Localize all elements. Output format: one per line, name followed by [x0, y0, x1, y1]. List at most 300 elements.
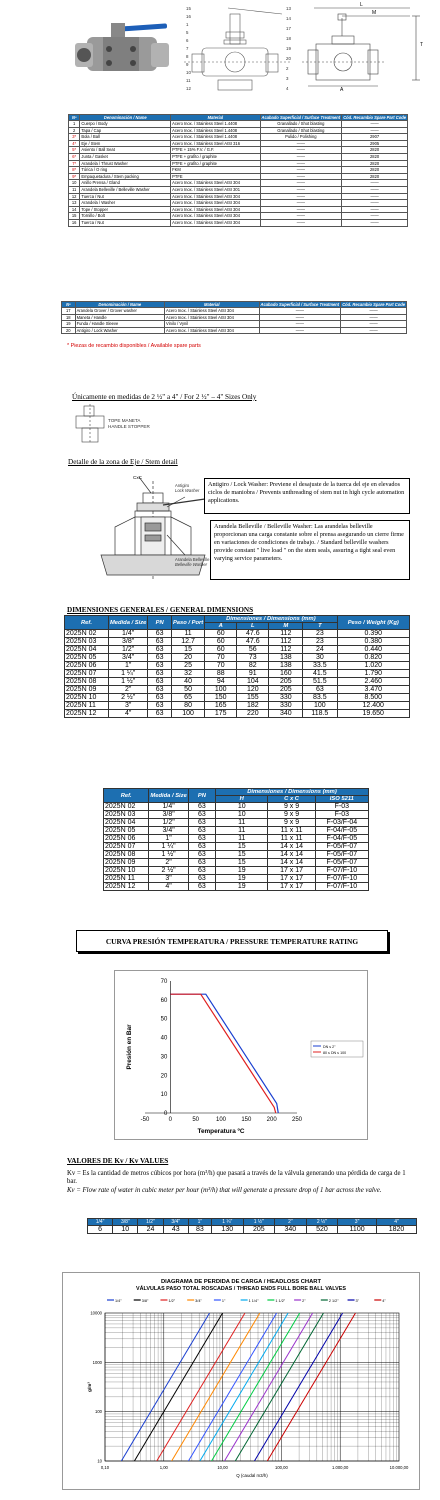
x-tick-label: 50	[192, 1117, 200, 1123]
dims-cell: 41.5	[303, 670, 337, 678]
part-number-cell: 20	[62, 327, 76, 334]
part-code-cell: 2820	[342, 153, 408, 160]
dims-cell: 2025N 09	[65, 686, 109, 694]
legend-label: 2 1/2"	[328, 1299, 339, 1303]
iso-cell: 63	[188, 851, 215, 859]
kv-description-es: Kv = Es la cantidad de metros cúbicos por hora (m³/h) que pasará a través de la válvula generando una pérdida de carga de 1 bar.	[67, 1170, 406, 1186]
y-tick-label: 100	[95, 1409, 102, 1415]
dims-cell: 182	[237, 702, 269, 710]
dims-cell: 12.400	[337, 702, 410, 710]
dims-cell: 138	[269, 662, 303, 670]
x-tick-label: 150	[241, 1117, 252, 1123]
dims-header-port: Paso / Port	[171, 616, 204, 630]
part-number-cell: 6*	[69, 153, 80, 160]
x-tick-label: 200	[266, 1117, 277, 1123]
x-tick-label: 100	[215, 1117, 227, 1123]
y-tick-label: 10000	[90, 1310, 102, 1316]
dims-cell: 1"	[108, 662, 147, 670]
part-code-cell: ——	[342, 186, 408, 193]
parts-header-cell: Material	[171, 115, 260, 121]
dims-cell: 47.6	[237, 630, 269, 638]
iso-cell: 11 x 11	[268, 835, 315, 843]
dims-cell: 63	[303, 686, 337, 694]
dims-cell: 1/4"	[108, 630, 147, 638]
kv-description-en: Kv = Flow rate of water in cubic meter per hour (m³/h) that will generate a pressure drop of 1 bar across the valve.	[67, 1186, 382, 1194]
iso-cell: 63	[188, 811, 215, 819]
exploded-view-drawing	[178, 2, 298, 94]
dims-cell: 63	[148, 694, 172, 702]
kv-value-cell: 1100	[338, 1226, 377, 1234]
kv-size-cell: 1 ½"	[243, 1219, 275, 1226]
dims-cell: 138	[269, 654, 303, 662]
part-name-cell: Tórica / O ring	[80, 167, 171, 174]
part-name-cell: Tope / Stopper	[80, 206, 171, 213]
exploded-part-number: 16	[186, 14, 191, 19]
dims-header-weight: Peso / Weight (Kg)	[337, 616, 410, 630]
dims-cell: 88	[205, 670, 237, 678]
iso-subheader-h: H	[215, 796, 267, 803]
stem-lock-label-en: Lock Washer	[175, 488, 200, 493]
exploded-part-number: 13	[286, 6, 291, 11]
part-code-cell: ——	[342, 213, 408, 220]
exploded-part-number: 8	[186, 54, 189, 59]
table-row	[62, 321, 407, 328]
part-material-cell: Acero Inox. / Stainless Steel AISI 304	[171, 180, 260, 187]
part-code-cell: 2820	[342, 167, 408, 174]
table-row	[65, 702, 410, 710]
dims-cell: 60	[205, 630, 237, 638]
kv-value-cell: 205	[243, 1226, 275, 1234]
headloss-chart-frame	[62, 1272, 420, 1490]
table-row	[69, 200, 408, 207]
part-material-cell: Acero Inox. / Stainless Steel 1.4408	[171, 127, 260, 134]
part-material-cell: Acero Inox. / Stainless Steel AISI 304	[171, 219, 260, 226]
dims-cell: 63	[148, 670, 172, 678]
table-row	[65, 686, 410, 694]
iso-cell: 19	[215, 867, 267, 875]
part-number-cell: 13	[69, 200, 80, 207]
dims-cell: 11	[171, 630, 204, 638]
iso-header-row	[104, 789, 369, 796]
pt-rating-title: CURVA PRESIÓN TEMPERATURA / PRESSURE TEMPERATURE RATING	[105, 936, 359, 946]
iso-cell: 15	[215, 843, 267, 851]
kv-value-cell: 83	[188, 1226, 211, 1234]
y-tick-label: 70	[160, 979, 168, 985]
iso-cell: 63	[188, 859, 215, 867]
kv-size-row	[88, 1219, 417, 1226]
y-tick-label: 40	[160, 1035, 168, 1042]
stem-belleville-label-es: Arandela Belleville	[175, 557, 210, 562]
part-finish-cell: ——	[260, 147, 342, 154]
iso-cell: F-07/F-10	[315, 883, 368, 891]
iso-cell: 11	[215, 819, 267, 827]
lock-washer-note	[204, 478, 410, 514]
legend-label: 1/4"	[115, 1299, 122, 1303]
table-row	[65, 654, 410, 662]
exploded-part-number: 18	[286, 36, 291, 41]
part-number-cell: 18	[62, 314, 76, 321]
parts-header-cell: Denominación / Name	[75, 302, 164, 308]
dims-cell: 2025N 05	[65, 654, 109, 662]
x-tick-label: 0,10	[100, 1465, 110, 1470]
dims-cell: 33.5	[303, 662, 337, 670]
part-name-cell: Tuerca / Nut	[80, 193, 171, 200]
dims-cell: 50	[171, 686, 204, 694]
exploded-part-number: 20	[286, 56, 291, 61]
kv-value-cell: 43	[163, 1226, 188, 1234]
part-material-cell: Acero Inox. / Stainless Steel AISI 304	[165, 308, 259, 315]
parts-header-cell: Acabado Superficial / Surface Treatment	[261, 115, 341, 120]
dims-cell: 8.500	[337, 694, 410, 702]
iso-header-dimensions: Dimensiones / Dimensions (mm)	[215, 789, 368, 796]
part-code-cell: ——	[341, 321, 407, 328]
iso-cell: 9 x 9	[268, 811, 315, 819]
part-number-cell: 9*	[69, 173, 80, 180]
legend-label: 3"	[355, 1299, 360, 1303]
table-row	[69, 167, 408, 174]
legend-label: 1"	[221, 1299, 226, 1303]
part-material-cell: Acero Inox. / Stainless Steel AISI 304	[165, 314, 259, 321]
dims-subheader-t: T	[303, 623, 337, 630]
kv-value-cell: 340	[275, 1226, 307, 1234]
iso-cell: F-07/F-10	[315, 875, 368, 883]
part-name-cell: Junta / Gasket	[80, 153, 171, 160]
part-code-cell: ——	[342, 121, 408, 128]
iso-cell: 2025N 09	[104, 859, 149, 867]
dims-cell: 205	[269, 678, 303, 686]
part-finish-cell: ——	[260, 213, 342, 220]
stopper-label-en: HANDLE STOPPER	[108, 424, 150, 429]
dims-subheader-m: M	[269, 623, 303, 630]
part-finish-cell: ——	[260, 206, 342, 213]
iso-cell: F-07/F-10	[315, 867, 368, 875]
iso-subheader-cxc: C x C	[268, 796, 315, 803]
dims-cell: 112	[269, 646, 303, 654]
exploded-part-number: 19	[286, 46, 291, 51]
iso-cell: 10	[215, 811, 267, 819]
iso-cell: 3/8"	[149, 811, 188, 819]
stem-belleville-label	[175, 557, 209, 567]
dims-cell: 165	[205, 702, 237, 710]
dims-cell: 175	[205, 710, 237, 718]
dims-cell: 160	[269, 670, 303, 678]
belleville-washer-note	[210, 520, 410, 580]
y-tick-label: 10	[160, 1092, 168, 1099]
exploded-part-number: 17	[286, 26, 291, 31]
dims-cell: 112	[269, 630, 303, 638]
dims-cell: 2025N 06	[65, 662, 109, 670]
dims-cell: 63	[148, 654, 172, 662]
parts-header-cell: Cód. Recambio Spare Part Code	[343, 115, 406, 120]
table-row	[104, 835, 369, 843]
dims-cell: 2 ½"	[108, 694, 147, 702]
part-name-cell: Arandela Grover / Grover washer	[75, 308, 164, 315]
table-row	[65, 678, 410, 686]
table-row	[62, 327, 407, 334]
kv-value-cell: 10	[113, 1226, 138, 1234]
iso-cell: 15	[215, 859, 267, 867]
table-row	[69, 140, 408, 147]
x-tick-label: 1,00	[159, 1465, 168, 1470]
dims-cell: 2025N 02	[65, 630, 109, 638]
dims-cell: 63	[148, 630, 172, 638]
iso-cell: F-03/F-04	[315, 819, 368, 827]
dims-cell: 12.7	[171, 638, 204, 646]
part-finish-cell: ——	[260, 167, 342, 174]
dims-cell: 100	[205, 686, 237, 694]
stem-belleville-label-en: Belleville Washer	[175, 562, 208, 567]
dims-cell: 63	[148, 710, 172, 718]
y-tick-label: 0	[163, 1111, 168, 1117]
part-code-cell: ——	[342, 219, 408, 226]
dims-cell: 150	[205, 694, 237, 702]
part-code-cell: 2820	[342, 173, 408, 180]
kv-title: VALORES DE Kv / Kv VALUES	[67, 1157, 169, 1165]
exploded-part-number: 11	[186, 78, 191, 83]
exploded-part-number: 5	[186, 30, 189, 35]
dims-subheader-a: A	[205, 623, 237, 630]
dims-cell: 65	[171, 694, 204, 702]
part-code-cell: 2905	[342, 140, 408, 147]
part-finish-cell: Granallado / Shot blasting	[260, 121, 342, 128]
headloss-chart	[63, 1273, 419, 1489]
dims-header-ref: Ref.	[65, 616, 109, 630]
kv-size-cell: 3/4"	[163, 1219, 188, 1226]
iso-cell: F-05/F-07	[315, 851, 368, 859]
dims-cell: 4"	[108, 710, 147, 718]
iso-cell: 17 x 17	[268, 867, 315, 875]
part-material-cell: Acero Inox. / Stainless Steel AISI 301	[171, 186, 260, 193]
part-name-cell: Eje / Stem	[80, 140, 171, 147]
dims-cell: 2025N 03	[65, 638, 109, 646]
part-number-cell: 7*	[69, 160, 80, 167]
iso-cell: 2025N 06	[104, 835, 149, 843]
iso-cell: 4"	[149, 883, 188, 891]
table-row	[69, 153, 408, 160]
table-row	[104, 859, 369, 867]
dims-cell: 63	[148, 678, 172, 686]
headloss-title: DIAGRAMA DE PERDIDA DE CARGA / HEADLOSS CHART	[160, 1279, 322, 1285]
table-row	[104, 811, 369, 819]
kv-size-cell: 2 ½"	[306, 1219, 338, 1226]
x-tick-label: 0	[168, 1117, 173, 1123]
table-row	[104, 827, 369, 835]
iso-cell: F-05/F-07	[315, 859, 368, 867]
iso-cell: 2025N 04	[104, 819, 149, 827]
dims-cell: 32	[171, 670, 204, 678]
iso-cell: 11	[215, 827, 267, 835]
iso-cell: F-03	[315, 803, 368, 811]
kv-size-cell: 3/8"	[113, 1219, 138, 1226]
kv-value-cell: 1820	[376, 1226, 416, 1234]
table-row	[69, 121, 408, 128]
iso-cell: 63	[188, 803, 215, 811]
iso-cell: 17 x 17	[268, 875, 315, 883]
iso-cell: 1"	[149, 835, 188, 843]
part-number-cell: 14	[69, 206, 80, 213]
part-name-cell: Funda / Handle Sleeve	[75, 321, 164, 328]
part-finish-cell: Granallado / Shot blasting	[260, 127, 342, 134]
part-code-cell: ——	[341, 314, 407, 321]
legend-label: 2"	[302, 1299, 306, 1303]
table-row	[65, 662, 410, 670]
parts-header-cell: Material	[165, 302, 259, 308]
part-material-cell: FKM	[171, 167, 260, 174]
part-finish-cell: ——	[260, 153, 342, 160]
y-tick-label: 30	[160, 1054, 168, 1061]
part-name-cell: Tuerca / Nut	[80, 219, 171, 226]
dims-cell: 1 ¼"	[108, 670, 147, 678]
iso-cell: 63	[188, 883, 215, 891]
belleville-washer-note-text: Arandela Belleville / Belleville Washer: Las arandelas belleville proporcionan una carga constante sobre el prensa asegurando un cierre firme en variaciones de condiciones de trabajo. / Standard belleville washers provide constant " live load " on the stem seals, assuring a tight seal even varying service parameters.	[214, 523, 404, 562]
kv-value-row	[88, 1226, 417, 1234]
table-row	[104, 883, 369, 891]
table-row	[69, 219, 408, 226]
table-row	[69, 147, 408, 154]
iso-cell: 14 x 14	[268, 843, 315, 851]
part-finish-cell: ——	[259, 308, 341, 315]
kv-size-cell: 1/2"	[138, 1219, 163, 1226]
part-code-cell: ——	[342, 180, 408, 187]
dims-cell: 70	[205, 662, 237, 670]
pt-chart-frame	[114, 970, 368, 1140]
dims-cell: 2025N 08	[65, 678, 109, 686]
legend-label: 3/4"	[195, 1299, 202, 1303]
series-line	[170, 994, 278, 1113]
dims-cell: 220	[237, 710, 269, 718]
part-material-cell: Acero Inox. / Stainless Steel AISI 304	[165, 327, 259, 334]
y-tick-label: 20	[160, 1073, 168, 1080]
parts-header-cell: Acabado Superficial / Surface Treatment	[260, 302, 340, 307]
kv-size-cell: 4"	[376, 1219, 416, 1226]
iso-cell: F-03	[315, 811, 368, 819]
iso-cell: 2"	[149, 859, 188, 867]
dims-cell: 2025N 04	[65, 646, 109, 654]
kv-table	[87, 1218, 417, 1234]
part-number-cell: 10	[69, 180, 80, 187]
part-material-cell: Acero Inox. / Stainless Steel AISI 316	[171, 140, 260, 147]
dims-cell: 23	[303, 638, 337, 646]
exploded-part-number: 4	[286, 86, 289, 91]
iso-cell: 1/2"	[149, 819, 188, 827]
dims-cell: 51.5	[303, 678, 337, 686]
legend-label: 80 ≤ DN ≤ 100	[323, 1051, 347, 1055]
iso-cell: 14 x 14	[268, 859, 315, 867]
kv-size-cell: 2"	[275, 1219, 307, 1226]
iso-cell: 2025N 05	[104, 827, 149, 835]
stem-cxc-label: CxC	[133, 475, 142, 480]
handle-stopper-drawing	[70, 404, 110, 446]
part-number-cell: 5*	[69, 147, 80, 154]
x-tick-label: 10.000,00	[389, 1465, 409, 1470]
exploded-part-number: 12	[186, 86, 191, 91]
part-name-cell: Arandela Belleville / Belleville Washer	[80, 186, 171, 193]
iso-cell: 2025N 03	[104, 811, 149, 819]
dims-cell: 0.380	[337, 638, 410, 646]
dims-cell: 3.470	[337, 686, 410, 694]
dims-cell: 2025N 12	[65, 710, 109, 718]
part-finish-cell: ——	[260, 186, 342, 193]
dims-cell: 1/2"	[108, 646, 147, 654]
dims-cell: 3/8"	[108, 638, 147, 646]
part-name-cell: Tapa / Cap	[80, 127, 171, 134]
y-tick-label: 60	[160, 997, 168, 1004]
part-material-cell: Acero Inox. / Stainless Steel AISI 304	[171, 193, 260, 200]
legend-label: 4"	[382, 1299, 386, 1303]
part-finish-cell: ——	[260, 180, 342, 187]
iso-cell: 1/4"	[149, 803, 188, 811]
part-name-cell: Arandela / Thrust Washer	[80, 160, 171, 167]
dims-cell: 60	[205, 646, 237, 654]
part-number-cell: 8*	[69, 167, 80, 174]
x-tick-label: 1.000,00	[332, 1465, 349, 1470]
dims-cell: 2"	[108, 686, 147, 694]
parts-header-cell: Nº	[62, 302, 76, 308]
part-code-cell: 2907	[342, 134, 408, 141]
exploded-part-number: 1	[186, 22, 189, 27]
part-finish-cell: ——	[259, 327, 341, 334]
legend-label: 1 1/4"	[248, 1299, 259, 1303]
exploded-part-number: 9	[186, 62, 189, 67]
iso-cell: 1 ¼"	[149, 843, 188, 851]
iso-cell: 2025N 10	[104, 867, 149, 875]
dims-cell: 340	[269, 710, 303, 718]
dims-cell: 60	[205, 638, 237, 646]
kv-size-cell: 1 ¼"	[212, 1219, 244, 1226]
part-code-cell: 2820	[342, 160, 408, 167]
dims-header-pn: PN	[148, 616, 172, 630]
dims-cell: 1.020	[337, 662, 410, 670]
dims-cell: 3"	[108, 702, 147, 710]
dims-cell: 155	[237, 694, 269, 702]
part-material-cell: Acero Inox. / Stainless Steel AISI 304	[171, 213, 260, 220]
part-name-cell: Empaquetadura / Stem packing	[80, 173, 171, 180]
iso-cell: 15	[215, 851, 267, 859]
parts-header-cell: Denominación / Name	[80, 115, 171, 121]
table-row	[65, 694, 410, 702]
iso-cell: F-04/F-05	[315, 835, 368, 843]
part-name-cell: Arandela / Washer	[80, 200, 171, 207]
part-material-cell: Acero Inox. / Stainless Steel 1.4408	[171, 134, 260, 141]
kv-size-cell: 1/4"	[88, 1219, 113, 1226]
legend	[107, 1299, 386, 1303]
kv-size-cell: 3"	[338, 1219, 377, 1226]
iso-subheader-iso: ISO 5211	[315, 796, 368, 803]
dims-cell: 80	[171, 702, 204, 710]
dims-cell: 73	[237, 654, 269, 662]
part-name-cell: Asiento / Ball Seat	[80, 147, 171, 154]
kv-value-cell: 6	[88, 1226, 113, 1234]
legend-label: DN ≤ 2"	[323, 1045, 336, 1049]
part-number-cell: 16	[69, 219, 80, 226]
table-row	[65, 638, 410, 646]
x-tick-label: 100,00	[274, 1465, 288, 1470]
dim-letter-l: L	[360, 2, 363, 8]
dims-header-dimensions: Dimensiones / Dimensions (mm)	[205, 616, 337, 623]
kv-description	[67, 1170, 414, 1195]
valve-photo	[73, 5, 173, 87]
legend-label: 1/2"	[168, 1299, 176, 1303]
table-row	[69, 186, 408, 193]
table-row	[69, 134, 408, 141]
legend	[311, 1041, 363, 1057]
part-name-cell: Tornillo / Bolt	[80, 213, 171, 220]
table-row	[65, 630, 410, 638]
iso-cell: 9 x 9	[268, 819, 315, 827]
part-name-cell: Cuerpo / Body	[80, 121, 171, 128]
stopper-label-es: TOPE MANETA	[108, 418, 141, 423]
legend-label: 3/8"	[141, 1299, 149, 1303]
